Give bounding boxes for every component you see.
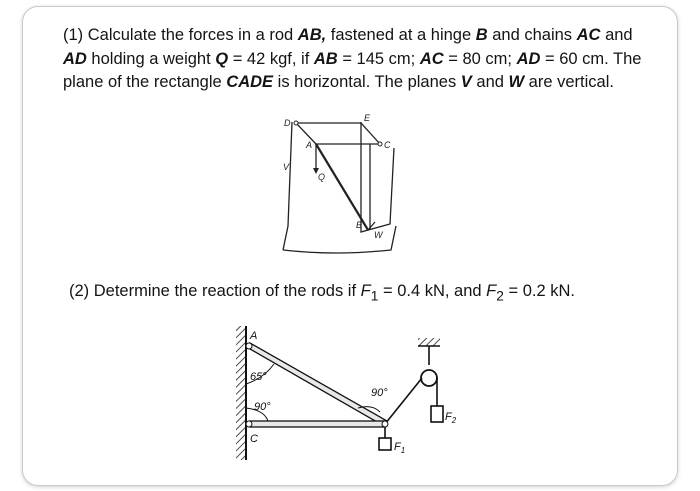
plane-v-edge xyxy=(283,122,292,250)
pulley xyxy=(421,370,437,386)
figure-rods-loads-drawing xyxy=(230,322,470,468)
load-f2 xyxy=(431,406,443,422)
label-a: A xyxy=(250,330,258,342)
figure-rods-loads xyxy=(230,322,470,468)
rope-b-pulley xyxy=(385,378,422,424)
angle-90-right: 90° xyxy=(371,387,388,399)
label-f2: $F_2$ xyxy=(445,411,457,425)
label-a: A xyxy=(306,140,313,150)
hinge-c xyxy=(246,421,252,427)
label-c: C xyxy=(250,433,258,445)
wall-hatch xyxy=(236,326,246,460)
rod-cb xyxy=(250,421,384,427)
load-f1 xyxy=(379,438,391,450)
hinge-b xyxy=(382,421,388,427)
label-f1: $F_1$ xyxy=(394,441,406,455)
figure-rod-chains-drawing xyxy=(276,110,406,262)
problem-2-text: (2) Determine the reaction of the rods if $F_1 = 0.4$ kN, and $F_2 = 0.2$ kN. xyxy=(69,282,575,304)
plane-w-edge xyxy=(361,122,394,232)
label-v: V xyxy=(283,162,290,172)
point-c xyxy=(378,142,382,146)
figure-rod-chains xyxy=(276,110,406,262)
label-d: D xyxy=(284,118,291,128)
label-w: W xyxy=(374,230,383,240)
label-e: E xyxy=(364,113,371,123)
ceiling-hatch xyxy=(418,338,440,346)
label-c: C xyxy=(384,140,391,150)
edge-ec xyxy=(361,123,380,144)
point-d xyxy=(294,121,298,125)
label-b: B xyxy=(356,220,363,230)
angle-65: 65° xyxy=(250,371,267,383)
rod-ab xyxy=(316,144,368,230)
angle-90-left: 90° xyxy=(254,401,271,413)
rod-ab xyxy=(250,343,387,426)
label-q: Q xyxy=(318,172,326,182)
problem-1-text: (1) Calculate the forces in a rod AB, fastened at a hinge B and chains AC and AD holding a weight Q = 42 kgf, if AB = 145 cm; AC = 80 cm; AD = 60 cm. The plane of the rectangle CADE is horizontal. The planes V and W are vertical. xyxy=(63,26,642,91)
hinge-a xyxy=(246,343,252,349)
